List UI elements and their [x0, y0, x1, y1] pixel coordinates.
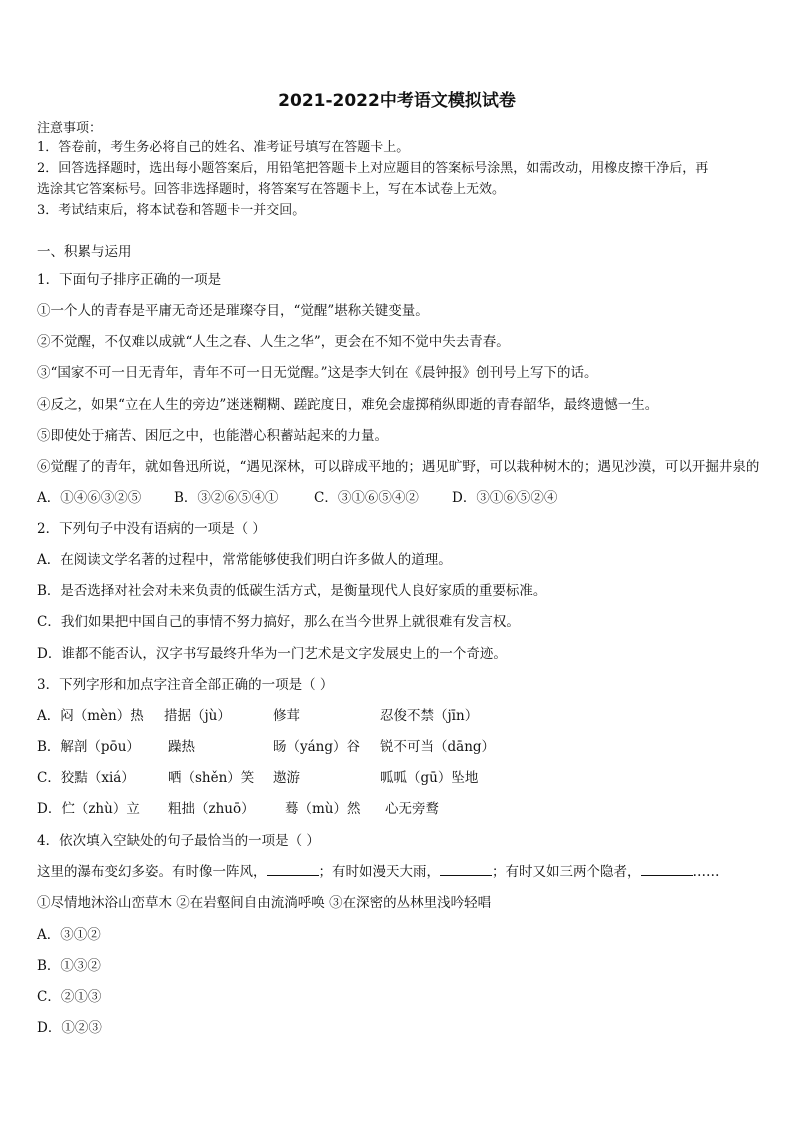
option-term: 措据（jù） [164, 708, 231, 724]
option-term: D．伫（zhù）立 [37, 801, 140, 817]
fill-blank [440, 863, 492, 876]
option-term: 躁热 [168, 739, 195, 755]
option-term: 旸（yáng）谷 [273, 739, 361, 755]
option-term: 锐不可当（dāng） [380, 739, 496, 755]
question-stem: 3．下列字形和加点字注音全部正确的一项是（ ） [37, 677, 334, 693]
question-stem: 1．下面句子排序正确的一项是 [37, 272, 222, 288]
option-b[interactable]: B．是否选择对社会对未来负责的低碳生活方式，是衡量现代人良好家质的重要标准。 [37, 583, 547, 599]
notes-item: 选涂其它答案标号。回答非选择题时，将答案写在答题卡上，写在本试卷上无效。 [37, 182, 506, 197]
sentence-item: ③“国家不可一日无青年，青年不可一日无觉醒。”这是李大钊在《晨钟报》创刊号上写下的话。 [37, 365, 598, 381]
option-term: 粗拙（zhuō） [168, 801, 255, 817]
notes-item: 1．答卷前，考生务必将自己的姓名、准考证号填写在答题卡上。 [37, 140, 410, 155]
option-d[interactable]: D．谁都不能否认，汉字书写最终升华为一门艺术是文字发展史上的一个奇迹。 [37, 646, 507, 662]
option-term: 呱呱（gū）坠地 [380, 770, 479, 786]
sentence-item: ④反之，如果“立在人生的旁边”迷迷糊糊、蹉跎度日，难免会虚掷稍纵即逝的青春韶华，最终遗憾一生。 [37, 397, 659, 413]
option-term: 修茸 [273, 708, 300, 724]
option-c[interactable]: C．我们如果把中国自己的事情不努力搞好，那么在当今世界上就很难有发言权。 [37, 614, 520, 630]
passage [37, 863, 720, 881]
fill-blank [267, 863, 319, 876]
option-a[interactable]: A．在阅读文学名著的过程中，常常能够使我们明白许多做人的道理。 [37, 552, 452, 568]
page-title: 2021-2022中考语文模拟试卷 [278, 91, 516, 111]
option-d[interactable]: D．③①⑥⑤②④ [452, 490, 558, 506]
question-stem: 2．下列句子中没有语病的一项是（ ） [37, 521, 266, 537]
section-heading: 一、积累与运用 [37, 244, 132, 260]
passage-text: ；有时又如三两个隐者， [492, 864, 641, 880]
option-term: A．闷（mèn）热 [37, 708, 144, 724]
option-c[interactable]: C．③①⑥⑤④② [314, 490, 419, 506]
option-term: 遨游 [273, 770, 300, 786]
option-a[interactable]: A．③①② [37, 927, 101, 943]
option-c[interactable]: C．②①③ [37, 989, 102, 1005]
sentence-item: ②不觉醒，不仅难以成就“人生之春、人生之华”，更会在不知不觉中失去青春。 [37, 334, 510, 350]
option-term: C．狡黠（xiá） [37, 770, 135, 786]
fill-blank [641, 863, 693, 876]
option-term: 忍俊不禁（jīn） [380, 708, 479, 724]
notes-heading: 注意事项： [37, 121, 103, 136]
passage-text: ；有时如漫天大雨， [318, 864, 440, 880]
question-stem: 4．依次填入空缺处的句子最恰当的一项是（ ） [37, 833, 320, 849]
option-a[interactable]: A．①④⑥③②⑤ [37, 490, 142, 506]
option-d[interactable]: D．①②③ [37, 1020, 102, 1036]
option-term: 蓦（mù）然 [285, 801, 361, 817]
notes-item: 2．回答选择题时，选出每小题答案后，用铅笔把答题卡上对应题目的答案标号涂黑，如需改动，用橡皮擦干净后，再 [37, 161, 709, 176]
option-term: 心无旁鹜 [385, 801, 439, 817]
passage-text: 这里的瀑布变幻多姿。有时像一阵风， [37, 864, 267, 880]
choices-list: ①尽情地沐浴山峦草木 ②在岩壑间自由流淌呼唤 ③在深密的丛林里浅吟轻唱 [37, 895, 492, 911]
option-b[interactable]: B．③②⑥⑤④① [174, 490, 279, 506]
sentence-item: ①一个人的青春是平庸无奇还是璀璨夺目，“觉醒”堪称关键变量。 [37, 303, 429, 319]
passage-text: …… [692, 864, 720, 880]
sentence-item: ⑥觉醒了的青年，就如鲁迅所说，“遇见深林，可以辟成平地的；遇见旷野，可以栽种树木的；遇见沙漠，可以开掘井泉的 [37, 459, 760, 475]
notes-item: 3．考试结束后，将本试卷和答题卡一并交回。 [37, 203, 306, 218]
option-term: B．解剖（pōu） [37, 739, 140, 755]
option-b[interactable]: B．①③② [37, 958, 101, 974]
sentence-item: ⑤即使处于痛苦、困厄之中，也能潜心积蓄站起来的力量。 [37, 428, 388, 444]
option-term: 哂（shěn）笑 [168, 770, 255, 786]
